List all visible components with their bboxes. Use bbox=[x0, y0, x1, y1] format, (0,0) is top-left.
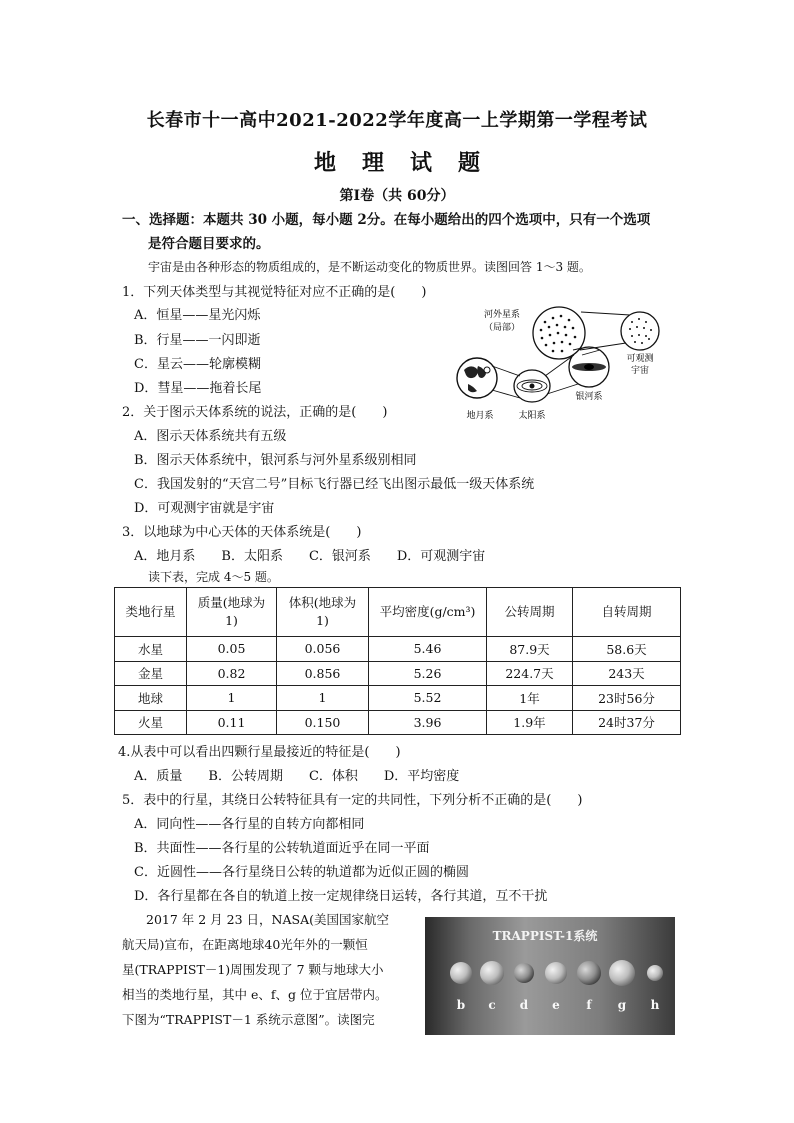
planet-d-icon bbox=[514, 963, 534, 983]
header-cell: 平均密度(g/cm³) bbox=[369, 588, 487, 637]
trappist-system-figure bbox=[425, 917, 675, 1035]
planet-g-icon bbox=[609, 960, 635, 986]
section-heading-line1: 一、选择题：本题共 30 小题，每小题 2分。在每小题给出的四个选项中，只有一个选项 bbox=[122, 212, 651, 228]
planet-label-d: d bbox=[519, 998, 529, 1012]
label-solar: 太阳系 bbox=[518, 411, 546, 421]
intro-4-5: 读下表，完成 4～5 题。 bbox=[148, 570, 279, 584]
label-extragalactic-local: （局部） bbox=[483, 323, 521, 333]
planet-label-f: f bbox=[586, 998, 592, 1012]
q1-option-c: C．星云——轮廓模糊 bbox=[134, 357, 261, 372]
planet-label-h: h bbox=[650, 998, 660, 1012]
label-milky-way: 银河系 bbox=[575, 392, 603, 402]
table-cell: 5.46 bbox=[369, 637, 487, 662]
passage-line-4: 相当的类地行星，其中 e、f、g 位于宜居带内。 bbox=[122, 987, 388, 1002]
table-cell: 24时37分 bbox=[573, 710, 681, 735]
q2-option-d: D．可观测宇宙就是宇宙 bbox=[134, 501, 275, 516]
table-cell: 5.52 bbox=[369, 686, 487, 711]
table-cell: 金星 bbox=[115, 661, 187, 686]
header-cell: 体积(地球为 1) bbox=[277, 588, 369, 637]
table-row bbox=[115, 661, 681, 686]
q5-option-a: A．同向性——各行星的自转方向都相同 bbox=[134, 817, 365, 832]
q2-option-b: B．图示天体系统中，银河系与河外星系级别相同 bbox=[134, 453, 417, 468]
planet-h-icon bbox=[647, 965, 663, 981]
observable-universe-icon bbox=[621, 312, 659, 350]
q5-option-c: C．近圆性——各行星绕日公转的轨道都为近似正圆的椭圆 bbox=[134, 865, 469, 880]
passage-line-2: 航天局)宣布，在距离地球40光年外的一颗恒 bbox=[122, 937, 368, 952]
trappist-title: TRAPPIST-1系统 bbox=[492, 929, 598, 943]
table-cell: 0.856 bbox=[277, 661, 369, 686]
table-cell: 1.9年 bbox=[487, 710, 573, 735]
q5-option-b: B．共面性——各行星的公转轨道面近乎在同一平面 bbox=[134, 841, 430, 856]
page-title: 长春市十一高中2021-2022学年度高一上学期第一学程考试 bbox=[146, 110, 648, 131]
label-observable-1: 可观测 bbox=[626, 354, 654, 364]
q5-option-d: D．各行星都在各自的轨道上按一定规律绕日运转，各行其道，互不干扰 bbox=[134, 889, 548, 904]
table-cell: 地球 bbox=[115, 686, 187, 711]
planet-label-g: g bbox=[617, 998, 627, 1012]
header-cell: 质量(地球为 1) bbox=[187, 588, 277, 637]
table-cell: 0.05 bbox=[187, 637, 277, 662]
planet-f-icon bbox=[577, 961, 601, 985]
table-cell: 0.150 bbox=[277, 710, 369, 735]
table-cell: 水星 bbox=[115, 637, 187, 662]
table-cell: 0.056 bbox=[277, 637, 369, 662]
header-cell: 类地行星 bbox=[115, 588, 187, 637]
q3-options: A．地月系 B．太阳系 C．银河系 D．可观测宇宙 bbox=[134, 549, 486, 564]
table-cell: 224.7天 bbox=[487, 661, 573, 686]
header-cell: 公转周期 bbox=[487, 588, 573, 637]
label-extragalactic: 河外星系 bbox=[483, 310, 521, 320]
table-header-row bbox=[115, 588, 681, 637]
planet-b-icon bbox=[450, 962, 472, 984]
header-cell: 自转周期 bbox=[573, 588, 681, 637]
planet-e-icon bbox=[545, 962, 567, 984]
table-row bbox=[115, 710, 681, 735]
table-cell: 58.6天 bbox=[573, 637, 681, 662]
q2-option-c: C．我国发射的“天宫二号”目标飞行器已经飞出图示最低一级天体系统 bbox=[134, 477, 535, 492]
table-row bbox=[115, 637, 681, 662]
extragalactic-icon bbox=[533, 307, 585, 359]
table-cell: 243天 bbox=[573, 661, 681, 686]
label-observable-2: 宇宙 bbox=[630, 366, 650, 376]
table-cell: 5.26 bbox=[369, 661, 487, 686]
planet-c-icon bbox=[480, 961, 504, 985]
q2-option-a: A．图示天体系统共有五级 bbox=[134, 429, 287, 444]
celestial-systems-diagram bbox=[450, 300, 665, 425]
table-row bbox=[115, 686, 681, 711]
table-cell: 0.82 bbox=[187, 661, 277, 686]
passage-line-1: 2017 年 2 月 23 日，NASA(美国国家航空 bbox=[146, 912, 389, 927]
passage-line-3: 星(TRAPPIST－1)周围发现了 7 颗与地球大小 bbox=[122, 962, 384, 977]
planet-label-c: c bbox=[488, 998, 496, 1012]
planet-label-b: b bbox=[456, 998, 466, 1012]
table-cell: 23时56分 bbox=[573, 686, 681, 711]
q5-stem: 5．表中的行星，其绕日公转特征具有一定的共同性，下列分析不正确的是( ) bbox=[122, 793, 583, 808]
subject-title: 地理试题 bbox=[313, 150, 506, 176]
earth-moon-system-icon bbox=[457, 358, 497, 398]
q1-stem: 1．下列天体类型与其视觉特征对应不正确的是( ) bbox=[122, 285, 427, 300]
solar-system-icon bbox=[514, 370, 550, 402]
table-cell: 0.11 bbox=[187, 710, 277, 735]
table-cell: 87.9天 bbox=[487, 637, 573, 662]
planet-table bbox=[114, 587, 681, 735]
q2-stem: 2．关于图示天体系统的说法，正确的是( ) bbox=[122, 405, 388, 420]
q1-option-b: B．行星——一闪即逝 bbox=[134, 333, 261, 348]
label-earth-moon: 地月系 bbox=[466, 411, 494, 421]
intro-1-3: 宇宙是由各种形态的物质组成的，是不断运动变化的物质世界。读图回答 1～3 题。 bbox=[148, 260, 591, 274]
table-cell: 1 bbox=[187, 686, 277, 711]
passage-line-5: 下图为“TRAPPIST－1 系统示意图”。读图完 bbox=[122, 1012, 375, 1027]
q4-stem: 4.从表中可以看出四颗行星最接近的特征是( ) bbox=[118, 745, 401, 760]
part-title: 第Ⅰ卷（共 60分） bbox=[339, 188, 455, 204]
table-cell: 3.96 bbox=[369, 710, 487, 735]
q3-stem: 3．以地球为中心天体的天体系统是( ) bbox=[122, 525, 362, 540]
q1-option-d: D．彗星——拖着长尾 bbox=[134, 381, 262, 396]
planet-label-e: e bbox=[552, 998, 560, 1012]
q1-option-a: A．恒星——星光闪烁 bbox=[134, 308, 261, 323]
q4-options: A．质量 B．公转周期 C．体积 D．平均密度 bbox=[134, 769, 460, 784]
table-cell: 1年 bbox=[487, 686, 573, 711]
table-cell: 1 bbox=[277, 686, 369, 711]
section-heading-line2: 是符合题目要求的。 bbox=[148, 236, 270, 252]
table-cell: 火星 bbox=[115, 710, 187, 735]
